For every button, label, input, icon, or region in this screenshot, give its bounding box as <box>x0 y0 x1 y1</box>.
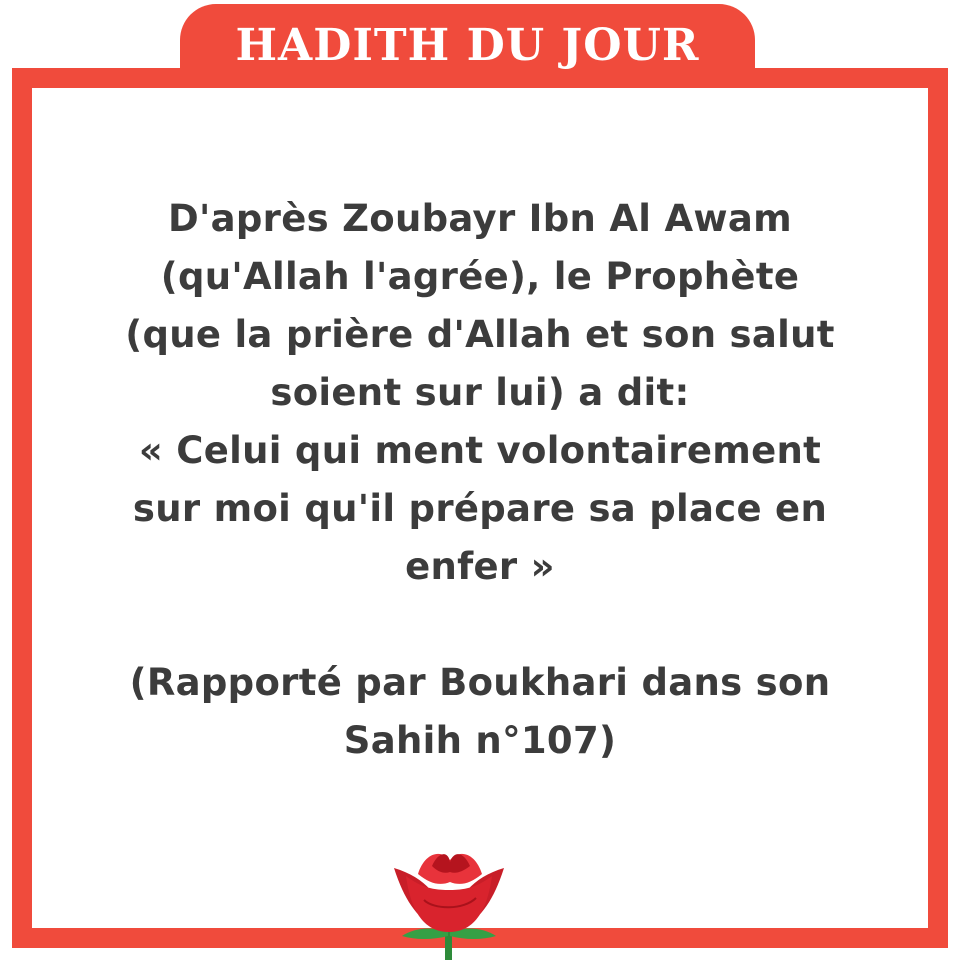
page-title: HADITH DU JOUR <box>235 20 700 71</box>
source-line: (Rapporté par Boukhari dans son <box>129 661 831 704</box>
quote-line: sur moi qu'il prépare sa place en <box>132 487 828 530</box>
quote-line: (qu'Allah l'agrée), le Prophète <box>160 255 800 298</box>
rose-bloom <box>406 876 492 932</box>
quote-spacer <box>60 596 900 654</box>
source-line: Sahih n°107) <box>343 719 617 762</box>
quote-line: D'après Zoubayr Ibn Al Awam <box>167 197 792 240</box>
quote-line: enfer » <box>405 545 555 588</box>
hadith-quote <box>60 190 900 770</box>
quote-line: « Celui qui ment volontairement <box>138 429 822 472</box>
rose-icon <box>384 840 514 960</box>
quote-line: (que la prière d'Allah et son salut <box>125 313 835 356</box>
quote-line: soient sur lui) a dit: <box>270 371 690 414</box>
title-tab <box>180 4 755 88</box>
